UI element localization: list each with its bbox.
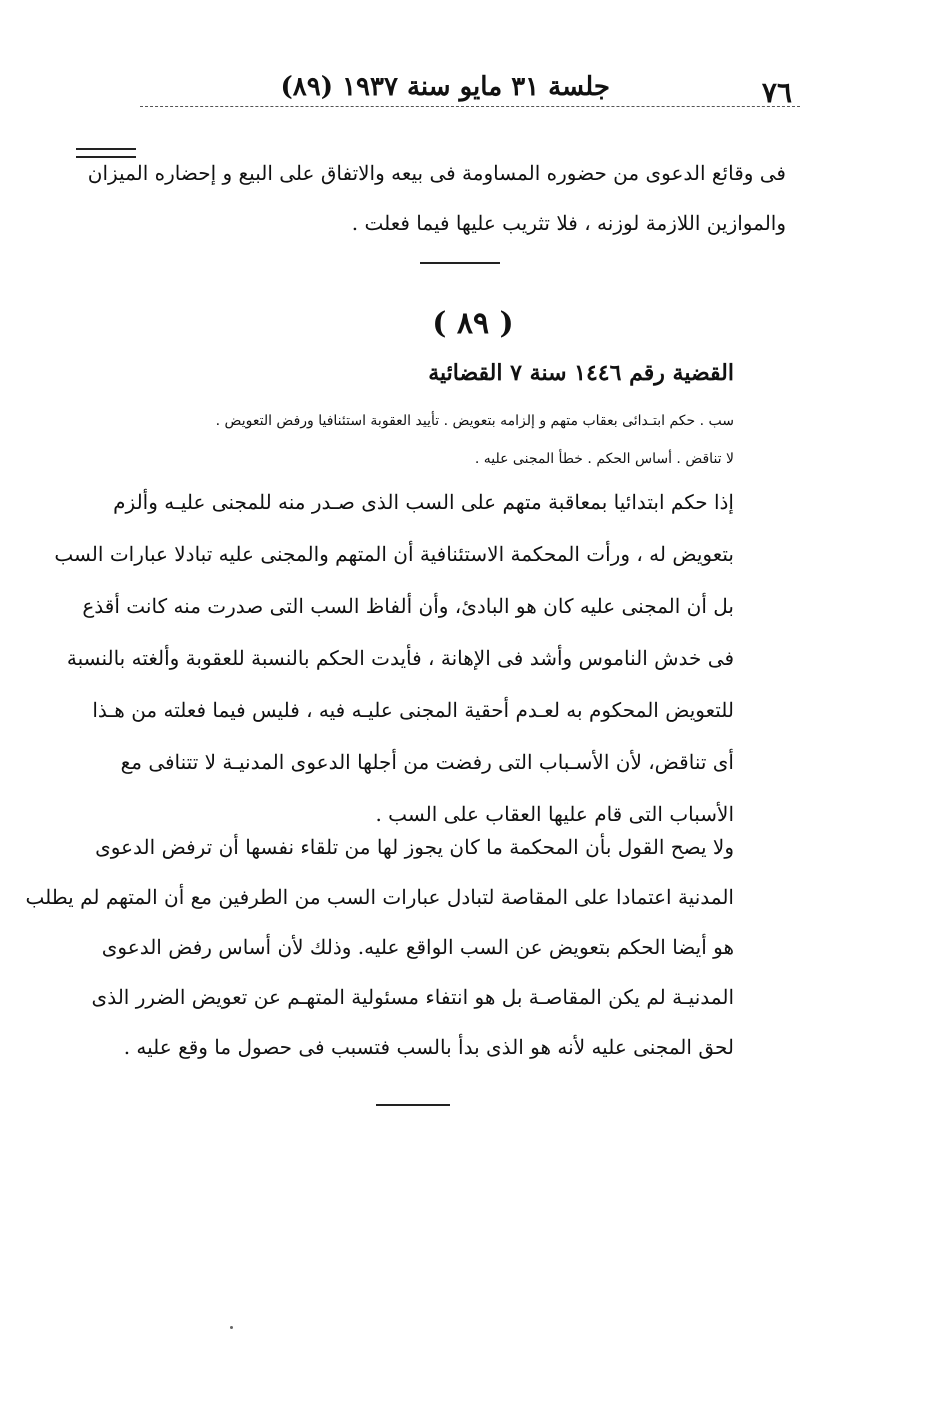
case-keywords [94, 402, 734, 478]
holding-paragraph [54, 476, 734, 840]
header-rule [140, 106, 800, 107]
case-title: القضية رقم ١٤٤٦ سنة ٧ القضائية [428, 360, 734, 386]
text-line: والموازين اللازمة لوزنه ، فلا تثريب عليها فيما فعلت . [351, 211, 786, 235]
text-line: للتعويض المحكوم به لعـدم أحقية المجنى عليـه فيه ، فليس فيما فعلته من هـذا [92, 698, 734, 722]
text-line: بتعويض له ، ورأت المحكمة الاستئنافية أن المتهم والمجنى عليه تبادلا عبارات السب [54, 542, 734, 566]
text-line: ولا يصح القول بأن المحكمة ما كان يجوز لها من تلقاء نفسها أن ترفض الدعوى [95, 835, 734, 859]
scan-speck [230, 1326, 233, 1329]
text-line: إذا حكم ابتدائيا بمعاقبة متهم على السب الذى صـدر منه للمجنى عليـه وألزم [113, 490, 734, 514]
text-line: فى خدش الناموس وأشد فى الإهانة ، فأيدت الحكم بالنسبة للعقوبة وألغته بالنسبة [66, 646, 734, 670]
text-line: الأسباب التى قام عليها العقاب على السب . [375, 802, 734, 826]
text-line: فى وقائع الدعوى من حضوره المساومة فى بيعه والاتفاق على البيع و إحضاره الميزان [87, 161, 786, 185]
text-line: أى تناقض، لأن الأسـباب التى رفضت من أجلها الدعوى المدنيـة لا تتنافى مع [120, 750, 734, 774]
section-divider [420, 262, 500, 264]
text-line: المدنيـة لم يكن المقاصـة بل هو انتفاء مسئولية المتهـم عن تعويض الضرر الذى [91, 985, 734, 1009]
text-line: هو أيضا الحكم بتعويض عن السب الواقع عليه. وذلك لأن أساس رفض الدعوى [101, 935, 734, 959]
text-line: المدنية اعتمادا على المقاصة لتبادل عبارات السب من الطرفين مع أن المتهم لم يطلب [25, 885, 734, 909]
continuation-paragraph [87, 148, 786, 248]
case-number: ( ٨٩ ) [432, 306, 514, 341]
keyword-line: لا تناقض . أساس الحكم . خطأ المجنى عليه . [474, 451, 734, 467]
text-line: لحق المجنى عليه لأنه هو الذى بدأ بالسب فتسبب فى حصول ما وقع عليه . [123, 1035, 734, 1059]
page-number: ٧٦ [761, 76, 792, 109]
holding-paragraph-2 [25, 822, 734, 1072]
text-line: بل أن المجنى عليه كان هو البادئ، وأن ألفاظ السب التى صدرت منه كانت أقذع [82, 594, 734, 618]
margin-double-rule [76, 148, 136, 160]
session-date: جلسة ٣١ مايو سنة ١٩٣٧ (٨٩) [280, 72, 610, 102]
keyword-line: سب . حكم ابتـدائى بعقاب متهم و إلزامه بتعويض . تأييد العقوبة استئنافيا ورفض التعويض . [215, 413, 734, 429]
running-header [140, 62, 800, 112]
end-divider [376, 1104, 450, 1106]
